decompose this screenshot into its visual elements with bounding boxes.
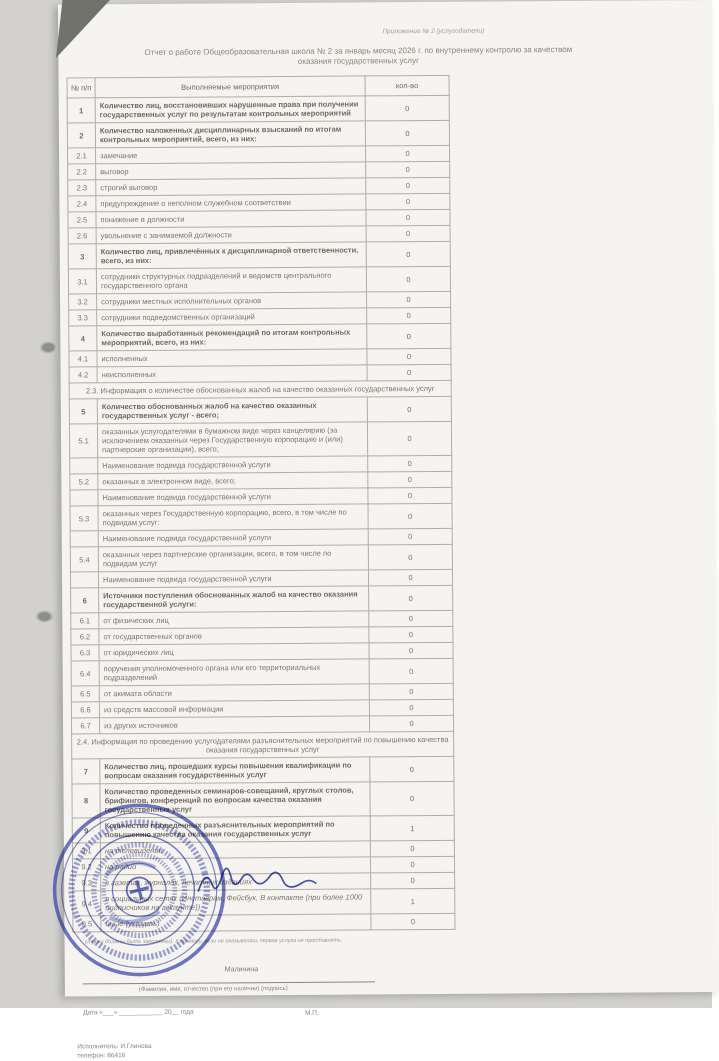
section-header-row <box>72 731 454 759</box>
row-activity: от государственных органов <box>99 627 369 645</box>
row-number <box>70 531 98 547</box>
signatory-name: Малинина <box>224 966 259 974</box>
header-num: № п/п <box>67 78 95 98</box>
row-number <box>70 572 98 588</box>
row-value: 0 <box>367 323 451 349</box>
row-value: 0 <box>368 503 452 529</box>
row-value: 0 <box>369 626 453 643</box>
row-number: 6.4 <box>71 661 99 686</box>
row-number: 4.2 <box>69 367 97 383</box>
report-title-line2: оказания государственных услуг <box>297 56 420 66</box>
row-value: 0 <box>366 177 450 194</box>
row-value: 0 <box>369 642 453 659</box>
row-activity: Наименование подвида государственной услуги <box>98 570 368 588</box>
row-number: 6.6 <box>71 702 99 718</box>
row-number: 9.3 <box>73 875 101 891</box>
row-value: 0 <box>370 856 454 873</box>
row-value: 0 <box>369 658 453 684</box>
row-value: 0 <box>369 683 453 700</box>
section-title: 2.4. Информация по проведению услугодателями разъяснительных мероприятий по повышению качества оказания государственных услуг <box>72 731 454 759</box>
row-value: 0 <box>370 840 454 857</box>
table-row <box>71 585 453 613</box>
table-header-row <box>67 75 449 98</box>
row-number <box>70 490 98 506</box>
row-value: 0 <box>368 528 452 545</box>
row-value: 0 <box>368 544 452 570</box>
row-value: 0 <box>366 145 450 162</box>
header-count: кол-во <box>365 75 449 96</box>
row-value: 1 <box>371 888 455 914</box>
row-number: 2.1 <box>68 148 96 164</box>
row-activity: на телевидении <box>100 841 370 859</box>
row-activity: Наименование подвида государственной услуги <box>98 529 368 547</box>
row-value: 0 <box>371 913 455 930</box>
row-value: 0 <box>367 421 451 456</box>
row-value: 0 <box>368 455 452 472</box>
row-value: 0 <box>371 872 455 889</box>
row-number: 5.3 <box>70 506 98 531</box>
table-row <box>68 241 450 269</box>
executor-phone: телефон: 86416 <box>77 1051 126 1059</box>
row-activity: исполненных <box>97 349 367 367</box>
hole-punch <box>35 610 54 623</box>
document-page <box>58 0 719 1059</box>
table-row <box>69 421 451 458</box>
row-number: 9.2 <box>72 859 100 875</box>
row-value: 0 <box>366 241 450 267</box>
footnote: строки должны быть заполнены). К примеру, если не оказывалась первая услуга не проставлять. <box>84 937 343 946</box>
row-value: 0 <box>368 487 452 504</box>
row-activity: от акимата области <box>99 684 369 702</box>
row-activity: на радио <box>100 857 370 875</box>
row-number: 2.6 <box>68 228 96 244</box>
header-activity: Выполняемые мероприятия <box>95 76 365 98</box>
table-row <box>69 323 451 351</box>
row-number: 6.7 <box>71 718 99 734</box>
row-number: 6.5 <box>71 686 99 702</box>
row-activity: выговор <box>96 162 366 180</box>
row-activity: Наименование подвида государственной услуги <box>98 456 368 474</box>
row-value: 0 <box>365 120 449 146</box>
row-number: 8 <box>72 784 100 818</box>
row-activity: оказанных через Государственную корпорацию, всего, в том числе по подвидам услуг: <box>98 504 368 531</box>
row-number: 7 <box>72 759 100 784</box>
row-value: 0 <box>369 699 453 716</box>
date-line: Дата «___» ____________ 20__ года <box>83 1008 194 1017</box>
table-row <box>70 544 452 572</box>
section-title: 2.3. Информация о количестве обоснованных жалоб на качество оказанных государственных услуг <box>69 380 451 399</box>
hole-punch <box>39 341 58 354</box>
row-value: 0 <box>370 781 454 816</box>
executor-info <box>77 1039 719 1060</box>
row-number: 4 <box>69 326 97 351</box>
seal-place-label: М.П. <box>305 1009 319 1017</box>
table-row <box>68 266 450 294</box>
row-value: 1 <box>370 815 454 841</box>
row-value: 0 <box>368 471 452 488</box>
row-activity: Количество обоснованных жалоб на качество оказанных государственных услуг - всего; <box>97 397 367 424</box>
row-activity: Количество наложенных дисциплинарных взысканий по итогам контрольных мероприятий, всего, из них: <box>95 121 365 148</box>
row-activity: предупреждение о неполном служебном соответствии <box>96 194 366 212</box>
row-value: 0 <box>370 756 454 782</box>
row-number: 3 <box>68 244 96 269</box>
row-number: 1 <box>67 98 95 123</box>
row-number: 4.1 <box>69 351 97 367</box>
row-number: 5.2 <box>70 474 98 490</box>
row-activity: строгий выговор <box>96 178 366 196</box>
row-activity: поручения уполномоченного органа или его территориальных подразделений <box>99 659 369 686</box>
row-number: 6.2 <box>71 629 99 645</box>
row-activity: увольнение с занимаемой должности <box>96 226 366 244</box>
row-activity: понижение в должности <box>96 210 366 228</box>
row-activity: в газетах, журналах, печатных изданиях <box>101 873 371 891</box>
row-activity: Количество выработанных рекомендаций по итогам контрольных мероприятий, всего, из них: <box>97 324 367 351</box>
row-number: 2.3 <box>68 180 96 196</box>
row-value: 0 <box>366 266 450 292</box>
row-number: 3.3 <box>69 310 97 326</box>
row-number: 6.3 <box>71 645 99 661</box>
row-activity: оказанных услугодателями в бумажном виде через канцелярию (за исключением оказанных через Государственную корпорацию и (или) партнерские организации), всего; <box>97 422 367 458</box>
appendix-note: Приложение № 2 (услугодатели) <box>382 27 485 36</box>
row-number: 3.2 <box>69 294 97 310</box>
row-activity: в социальных сетях (Инстаграм, Фейсбук, В контакте (при более 1000 подписчиков на аккаунте)) <box>101 889 371 916</box>
handwritten-signature-icon <box>192 859 322 904</box>
table-row <box>72 756 454 784</box>
row-activity: сотрудники подведомственных организаций <box>97 308 367 326</box>
row-activity: Количество лиц, восстановивших нарушенные права при получении государственных услуг по результатам контрольных мероприятий <box>95 96 365 123</box>
row-value: 0 <box>366 209 450 226</box>
row-activity: оказанных через партнерские организации, всего, в том числе по подвидам услуг <box>98 545 368 572</box>
row-value: 0 <box>369 715 453 732</box>
table-row <box>70 503 452 531</box>
row-activity: иные (указать) <box>101 914 371 932</box>
row-value: 0 <box>367 307 451 324</box>
row-activity: из других источников <box>99 716 369 734</box>
row-activity: замечание <box>96 146 366 164</box>
row-value: 0 <box>366 161 450 178</box>
row-number: 5.1 <box>69 424 97 458</box>
table-row <box>69 396 451 424</box>
row-activity: неисполненных <box>97 365 367 383</box>
row-activity: сотрудники местных исполнительных органов <box>97 292 367 310</box>
row-number: 3.1 <box>68 269 96 294</box>
row-activity: из средств массовой информации <box>99 700 369 718</box>
row-value: 0 <box>369 610 453 627</box>
row-activity: Наименование подвида государственной услуги <box>98 488 368 506</box>
executor-name: Исполнитель: И.Глинова <box>77 1042 152 1051</box>
row-number: 9 <box>72 818 100 843</box>
row-value: 0 <box>367 364 451 381</box>
row-number: 9.4 <box>73 891 101 916</box>
row-number: 2 <box>67 123 95 148</box>
row-activity: Количество лиц, привлечённых к дисциплинарной ответственности, всего, из них: <box>96 242 366 269</box>
row-activity: Количество проведенных семинаров-совещаний, круглых столов, брифингов, конференций по вопросам качества оказания государственных услуг <box>100 782 370 818</box>
row-value: 0 <box>369 585 453 611</box>
table-row <box>67 95 449 123</box>
row-activity: Количество лиц, прошедших курсы повышения квалификации по вопросам оказания государственных услуг <box>100 757 370 784</box>
row-activity: Источники поступления обоснованных жалоб на качество оказания государственной услуги: <box>99 586 369 613</box>
row-number: 9.5 <box>73 916 101 932</box>
row-activity: оказанных в электронном виде, всего; <box>98 472 368 490</box>
row-number: 5 <box>69 399 97 424</box>
row-value: 0 <box>367 396 451 422</box>
row-value: 0 <box>367 348 451 365</box>
row-value: 0 <box>368 569 452 586</box>
row-value: 0 <box>365 95 449 121</box>
row-activity: сотрудники структурных подразделений и ведомств центрального государственного органа <box>96 267 366 294</box>
table-row <box>71 658 453 686</box>
row-number: 2.5 <box>68 212 96 228</box>
row-number: 6.1 <box>71 613 99 629</box>
row-number: 5.4 <box>70 547 98 572</box>
row-activity: от юридических лиц <box>99 643 369 661</box>
row-number: 6 <box>71 588 99 613</box>
row-number: 2.4 <box>68 196 96 212</box>
row-value: 0 <box>367 291 451 308</box>
row-number: 2.2 <box>68 164 96 180</box>
row-activity: Количество проведенных разъяснительных мероприятий по повышению качества оказания государственных услуг <box>100 816 370 843</box>
row-activity: от физических лиц <box>99 611 369 629</box>
table-row <box>67 120 449 148</box>
row-value: 0 <box>366 193 450 210</box>
report-title-line1: Отчет о работе Общеобразовательная школа № 2 за январь месяц 2026 г. по внутреннему контролю за качеством <box>144 44 573 57</box>
row-number <box>70 458 98 474</box>
row-value: 0 <box>366 225 450 242</box>
signature-caption: (Фамилия, имя, отчество (при его наличии) (подпись) <box>138 985 288 994</box>
row-number: 9.1 <box>72 843 100 859</box>
